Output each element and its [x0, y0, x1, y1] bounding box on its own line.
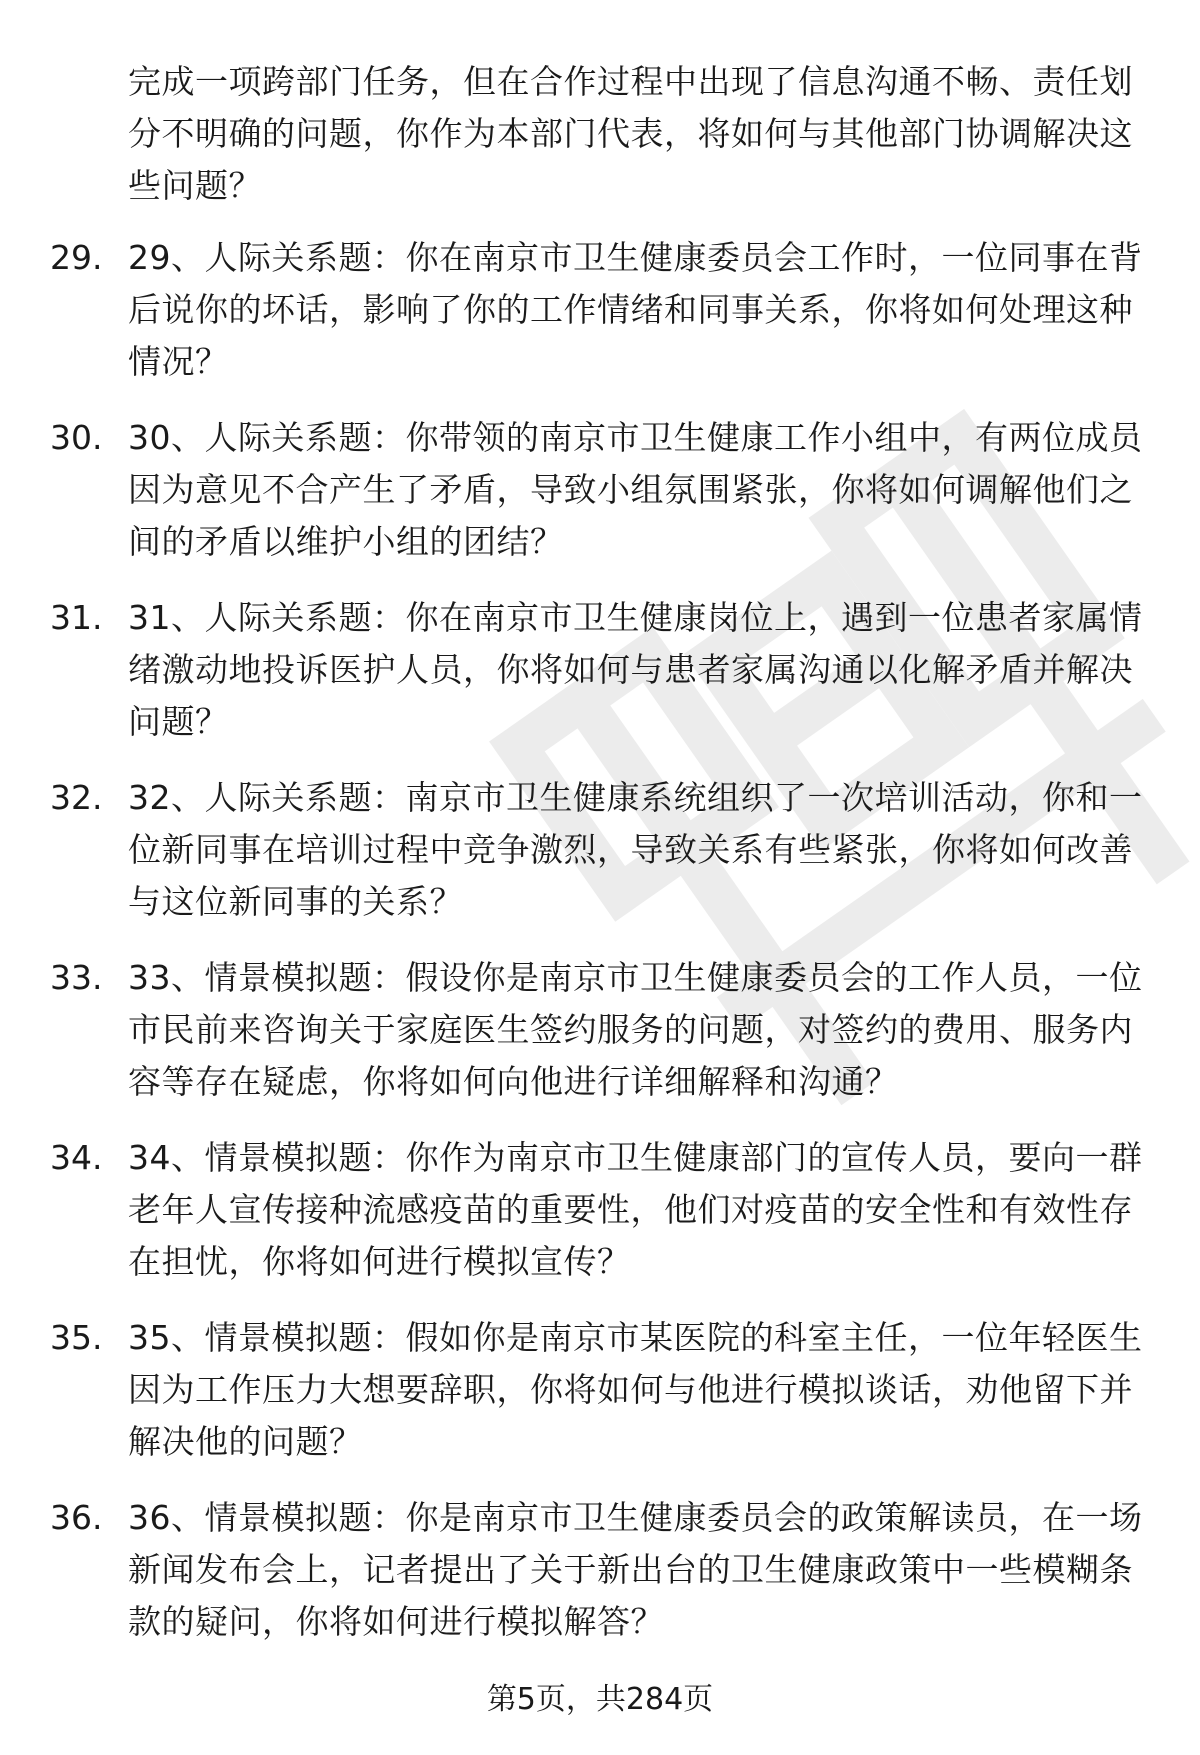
question-text: 35、情景模拟题：假如你是南京市某医院的科室主任，一位年轻医生因为工作压力大想要辞职，你将如何与他进行模拟谈话，劝他留下并解决他的问题？ — [128, 1318, 1143, 1461]
question-number: 31. — [50, 598, 103, 637]
page-footer: 第5页，共284页 — [486, 1682, 714, 1717]
question-number: 30. — [50, 418, 103, 457]
continuation-paragraph: 完成一项跨部门任务，但在合作过程中出现了信息沟通不畅、责任划分不明确的问题，你作为本部门代表，将如何与其他部门协调解决这些问题？ — [128, 62, 1133, 205]
question-number: 35. — [50, 1318, 103, 1357]
question-item — [0, 592, 1200, 772]
question-text: 31、人际关系题：你在南京市卫生健康岗位上，遇到一位患者家属情绪激动地投诉医护人员，你将如何与患者家属沟通以化解矛盾并解决问题？ — [128, 598, 1143, 741]
question-item — [0, 232, 1200, 412]
question-item — [0, 952, 1200, 1132]
question-list — [0, 232, 1200, 1672]
question-item — [0, 412, 1200, 592]
question-number: 29. — [50, 238, 103, 277]
question-item — [0, 1132, 1200, 1312]
question-item — [0, 1312, 1200, 1492]
question-item — [0, 1492, 1200, 1672]
question-item — [0, 772, 1200, 952]
question-text: 32、人际关系题：南京市卫生健康系统组织了一次培训活动，你和一位新同事在培训过程中竞争激烈，导致关系有些紧张，你将如何改善与这位新同事的关系？ — [128, 778, 1143, 921]
question-number: 32. — [50, 778, 103, 817]
question-number: 33. — [50, 958, 103, 997]
question-number: 34. — [50, 1138, 103, 1177]
question-number: 36. — [50, 1498, 103, 1537]
question-text: 30、人际关系题：你带领的南京市卫生健康工作小组中，有两位成员因为意见不合产生了矛盾，导致小组氛围紧张，你将如何调解他们之间的矛盾以维护小组的团结？ — [128, 418, 1143, 561]
question-text: 29、人际关系题：你在南京市卫生健康委员会工作时，一位同事在背后说你的坏话，影响了你的工作情绪和同事关系，你将如何处理这种情况？ — [128, 238, 1143, 381]
question-text: 34、情景模拟题：你作为南京市卫生健康部门的宣传人员，要向一群老年人宣传接种流感疫苗的重要性，他们对疫苗的安全性和有效性存在担忧，你将如何进行模拟宣传？ — [128, 1138, 1143, 1281]
question-text: 36、情景模拟题：你是南京市卫生健康委员会的政策解读员，在一场新闻发布会上，记者提出了关于新出台的卫生健康政策中一些模糊条款的疑问，你将如何进行模拟解答？ — [128, 1498, 1143, 1641]
question-text: 33、情景模拟题：假设你是南京市卫生健康委员会的工作人员，一位市民前来咨询关于家庭医生签约服务的问题，对签约的费用、服务内容等存在疑虑，你将如何向他进行详细解释和沟通？ — [128, 958, 1143, 1101]
